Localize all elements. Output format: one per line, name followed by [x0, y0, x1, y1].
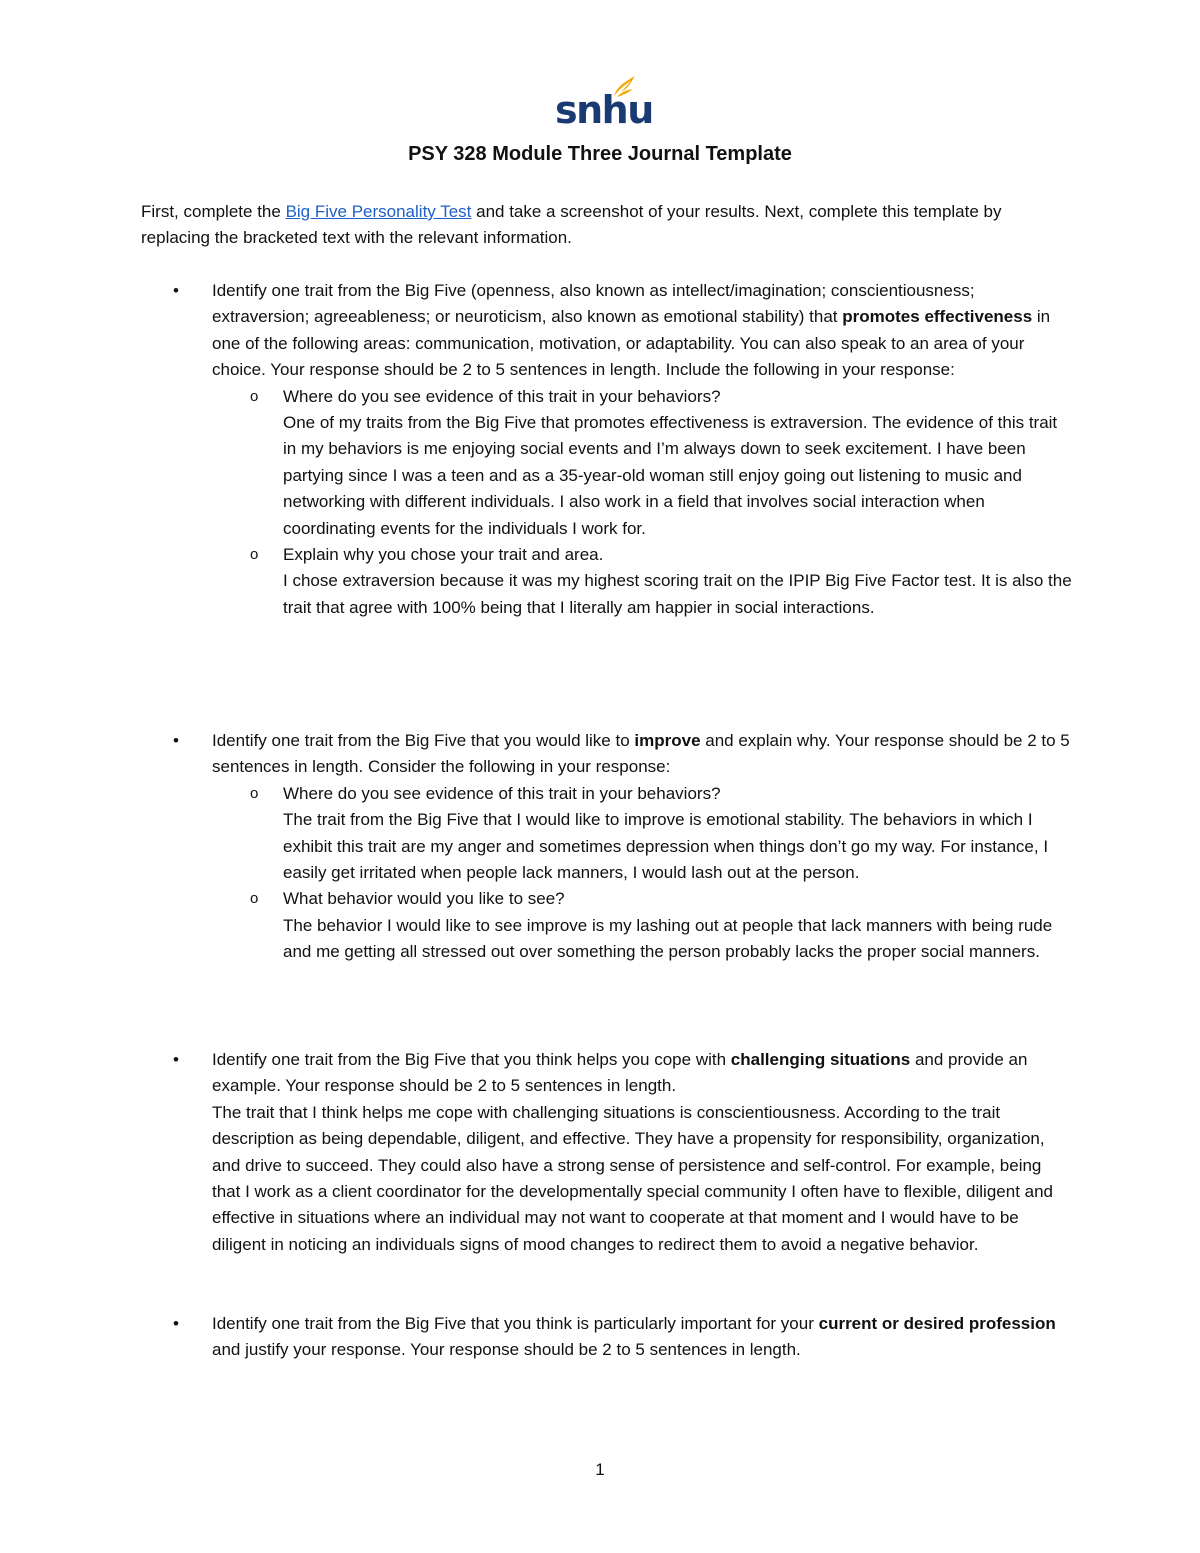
answer-text: The trait from the Big Five that I would like to improve is emotional stability. The behaviors in which I exhibit this trait are my anger and sometimes depression when things don’t go my way. For instance, I easily get irritated when people lack manners, I would lash out at the person.: [283, 810, 1049, 883]
sub-item: o Explain why you chose your trait and area. I chose extraversion because it was my highest scoring trait on the IPIP Big Five Factor test. It is also the trait that agree with 100% being that I literally am happier in social interactions.: [212, 542, 1072, 621]
prompt-text: Identify one trait from the Big Five (openness, also known as intellect/imagination; conscientiousness; extraversion; agreeableness; or neuroticism, also known as emotional stability) that promotes effectiveness in one of the following areas: communication, motivation, or adaptability. You can also speak to an area of your choice. Your response should be 2 to 5 sentences in length. Include the following in your response:: [212, 281, 1051, 380]
sub-item: o What behavior would you like to see? The behavior I would like to see improve is my lashing out at people that lack manners with being rude and me getting all stressed out over something the person probably lacks the proper social manners.: [212, 886, 1072, 965]
sub-item: o Where do you see evidence of this trait in your behaviors? One of my traits from the Big Five that promotes effectiveness is extraversion. The evidence of this trait in my behaviors is me enjoying social events and I’m always down to seek excitement. I have been partying since I was a teen and as a 35-year-old woman still enjoy going out listening to music and networking with different individuals. I also work in a field that involves social interaction when coordinating events for the individuals I work for.: [212, 384, 1072, 542]
big-five-test-link[interactable]: Big Five Personality Test: [285, 202, 472, 221]
sub-item: o Where do you see evidence of this trait in your behaviors? The trait from the Big Five that I would like to improve is emotional stability. The behaviors in which I exhibit this trait are my anger and sometimes depression when things don’t go my way. For instance, I easily get irritated when people lack manners, I would lash out at the person.: [212, 781, 1072, 887]
answer-text: One of my traits from the Big Five that promotes effectiveness is extraversion. The evidence of this trait in my behaviors is me enjoying social events and I’m always down to seek excitement. I have been partying since I was a teen and as a 35-year-old woman still enjoy going out listening to music and networking with different individuals. I also work in a field that involves social interaction when coordinating events for the individuals I work for.: [283, 413, 1058, 538]
prompt-text: Identify one trait from the Big Five that you think helps you cope with challenging situations and provide an example. Your response should be 2 to 5 sentences in length.: [212, 1050, 1028, 1096]
bullet-marker: •: [173, 731, 179, 750]
bullet-marker: •: [173, 281, 179, 300]
snhu-logo: [555, 74, 653, 132]
sub-question: Where do you see evidence of this trait in your behaviors?: [283, 783, 721, 803]
page-title: PSY 328 Module Three Journal Template: [408, 143, 792, 165]
answer-text: I chose extraversion because it was my highest scoring trait on the IPIP Big Five Factor test. It is also the trait that agree with 100% being that I literally am happier in social interactions.: [283, 571, 1072, 617]
sub-question: What behavior would you like to see?: [283, 889, 565, 909]
intro-paragraph: First, complete the Big Five Personality Test and take a screenshot of your results. Next, complete this template by replacing the bracketed text with the relevant information.: [141, 202, 1002, 248]
prompt-text: Identify one trait from the Big Five that you think is particularly important for your current or desired profession and justify your response. Your response should be 2 to 5 sentences in length.: [212, 1314, 1056, 1360]
bullet-marker: •: [173, 1314, 179, 1333]
bullet-marker: •: [173, 1050, 179, 1069]
logo-wordmark: snhu: [555, 88, 653, 132]
page-number: 1: [595, 1460, 605, 1479]
sub-question: Where do you see evidence of this trait in your behaviors?: [283, 386, 721, 406]
prompt-text: Identify one trait from the Big Five that you would like to improve and explain why. Your response should be 2 to 5 sentences in length. Consider the following in your response:: [212, 731, 1070, 777]
answer-text: The trait that I think helps me cope with challenging situations is conscientiousness. According to the trait description as being dependable, diligent, and effective. They have a propensity for responsibility, organization, and drive to succeed. They could also have a strong sense of persistence and self-control. For example, being that I work as a client coordinator for the developmentally special community I often have to flexible, diligent and effective in situations where an individual may not want to cooperate at that moment and I would have to be diligent in noticing an individuals signs of mood changes to redirect them to avoid a negative behavior.: [212, 1102, 1054, 1254]
sub-question: Explain why you chose your trait and area.: [283, 545, 604, 565]
answer-text: The behavior I would like to see improve is my lashing out at people that lack manners with being rude and me getting all stressed out over something the person probably lacks the proper social manners.: [283, 915, 1053, 962]
